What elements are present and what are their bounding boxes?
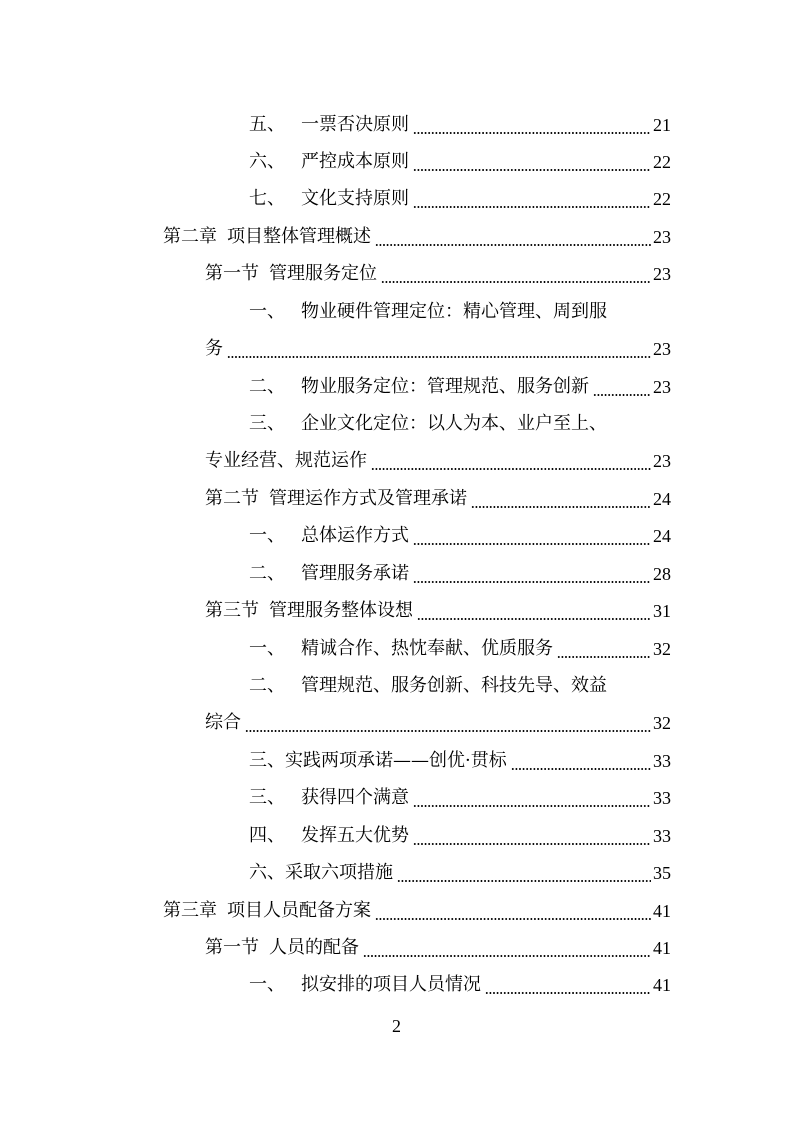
toc-section-entry[interactable] <box>0 922 793 959</box>
dot-leader <box>417 600 651 622</box>
toc-entry-page: 24 <box>653 526 671 546</box>
toc-entry[interactable] <box>0 959 793 996</box>
toc-entry-title: 总体运作方式 <box>301 525 409 546</box>
toc-entry[interactable] <box>0 660 793 697</box>
toc-entry-page: 23 <box>653 227 671 247</box>
dot-leader <box>397 862 651 884</box>
toc-entry-title: 专业经营、规范运作 <box>205 450 367 471</box>
dot-leader <box>413 525 651 547</box>
toc-entry-page: 32 <box>653 713 671 733</box>
toc-entry-marker: 七、 <box>249 188 285 209</box>
dot-leader <box>413 114 651 136</box>
toc-entry-marker: 五、 <box>249 114 285 135</box>
dot-leader <box>413 188 651 210</box>
toc-entry-marker: 二、 <box>249 563 285 584</box>
toc-entry-title: 严控成本原则 <box>301 151 409 172</box>
toc-entry-page: 32 <box>653 639 671 659</box>
dot-leader <box>557 638 651 660</box>
toc-entry-continuation[interactable] <box>0 323 793 360</box>
toc-entry-continuation[interactable] <box>0 435 793 472</box>
toc-entry-title: 三、实践两项承诺——创优·贯标 <box>249 750 507 771</box>
toc-entry-marker: 二、 <box>249 376 285 397</box>
dot-leader <box>371 450 651 472</box>
dot-leader <box>413 563 651 585</box>
toc-entry-title: 人员的配备 <box>269 937 359 958</box>
toc-entry-page: 33 <box>653 751 671 771</box>
toc-entry-title: 精诚合作、热忱奉献、优质服务 <box>301 638 553 659</box>
toc-entry[interactable] <box>0 173 793 210</box>
toc-entry-page: 22 <box>653 189 671 209</box>
toc-entry[interactable] <box>0 510 793 547</box>
toc-entry-title: 项目人员配备方案 <box>227 900 371 921</box>
toc-entry-marker: 一、 <box>249 638 285 659</box>
toc-entry-title: 文化支持原则 <box>301 188 409 209</box>
toc-section-entry[interactable] <box>0 248 793 285</box>
toc-entry-continuation[interactable] <box>0 697 793 734</box>
dot-leader <box>485 974 651 996</box>
toc-entry[interactable] <box>0 772 793 809</box>
dot-leader <box>363 937 651 959</box>
toc-entry-title: 物业服务定位：管理规范、服务创新 <box>301 376 589 397</box>
toc-entry-page: 31 <box>653 601 671 621</box>
toc-entry[interactable] <box>0 361 793 398</box>
dot-leader <box>511 750 651 772</box>
toc-entry-page: 21 <box>653 115 671 135</box>
toc-entry[interactable] <box>0 398 793 435</box>
dot-leader <box>381 263 651 285</box>
toc-entry-page: 28 <box>653 564 671 584</box>
toc-entry-title: 管理服务承诺 <box>301 563 409 584</box>
toc-entry-marker: 第二章 <box>163 226 217 247</box>
page-number: 2 <box>392 1016 401 1036</box>
toc-entry[interactable] <box>0 99 793 136</box>
toc-entry-marker: 第二节 <box>205 488 259 509</box>
toc-entry-page: 23 <box>653 451 671 471</box>
toc-entry-title: 物业硬件管理定位：精心管理、周到服 <box>301 301 607 322</box>
toc-entry-page: 35 <box>653 863 671 883</box>
toc-entry-page: 33 <box>653 826 671 846</box>
dot-leader <box>413 151 651 173</box>
toc-chapter-entry[interactable] <box>0 885 793 922</box>
toc-entry-marker: 三、 <box>249 787 285 808</box>
toc-entry-marker: 第一节 <box>205 263 259 284</box>
toc-entry-marker: 第三节 <box>205 600 259 621</box>
toc-section-entry[interactable] <box>0 585 793 622</box>
toc-entry-title: 管理服务定位 <box>269 263 377 284</box>
toc-entry-page: 33 <box>653 788 671 808</box>
toc-entry-marker: 三、 <box>249 413 285 434</box>
toc-entry-page: 41 <box>653 938 671 958</box>
toc-entry[interactable] <box>0 735 793 772</box>
toc-entry[interactable] <box>0 623 793 660</box>
toc-entry-marker: 一、 <box>249 525 285 546</box>
toc-entry-title: 项目整体管理概述 <box>227 226 371 247</box>
toc-entry[interactable] <box>0 847 793 884</box>
dot-leader <box>375 900 651 922</box>
toc-entry-title: 管理服务整体设想 <box>269 600 413 621</box>
toc-entry-page: 23 <box>653 339 671 359</box>
toc-entry-page: 23 <box>653 264 671 284</box>
toc-entry-title: 拟安排的项目人员情况 <box>301 974 481 995</box>
dot-leader <box>413 825 651 847</box>
toc-entry-marker: 第一节 <box>205 937 259 958</box>
toc-entry-marker: 第三章 <box>163 900 217 921</box>
toc-entry-title: 六、采取六项措施 <box>249 862 393 883</box>
toc-entry-page: 23 <box>653 377 671 397</box>
dot-leader <box>593 376 651 398</box>
toc-entry-marker: 四、 <box>249 825 285 846</box>
dot-leader <box>413 787 651 809</box>
toc-entry-title: 获得四个满意 <box>301 787 409 808</box>
toc-entry[interactable] <box>0 286 793 323</box>
toc-entry-marker: 二、 <box>249 675 285 696</box>
toc-section-entry[interactable] <box>0 473 793 510</box>
toc-entry-page: 24 <box>653 489 671 509</box>
toc-entry-marker: 一、 <box>249 974 285 995</box>
toc-entry-title: 务 <box>205 338 223 359</box>
dot-leader <box>471 488 651 510</box>
toc-entry-page: 41 <box>653 975 671 995</box>
toc-entry[interactable] <box>0 136 793 173</box>
toc-entry-title: 管理规范、服务创新、科技先导、效益 <box>301 675 607 696</box>
dot-leader <box>245 712 651 734</box>
toc-entry-title: 管理运作方式及管理承诺 <box>269 488 467 509</box>
dot-leader <box>227 338 651 360</box>
toc-entry-title: 企业文化定位：以人为本、业户至上、 <box>301 413 607 434</box>
toc-entry-page: 41 <box>653 901 671 921</box>
toc-entry[interactable] <box>0 548 793 585</box>
toc-chapter-entry[interactable] <box>0 211 793 248</box>
toc-entry-title: 一票否决原则 <box>301 114 409 135</box>
toc-entry-marker: 六、 <box>249 151 285 172</box>
dot-leader <box>375 226 651 248</box>
toc-entry[interactable] <box>0 810 793 847</box>
toc-entry-title: 综合 <box>205 712 241 733</box>
toc-entry-title: 发挥五大优势 <box>301 825 409 846</box>
toc-entry-marker: 一、 <box>249 301 285 322</box>
toc-entry-page: 22 <box>653 152 671 172</box>
